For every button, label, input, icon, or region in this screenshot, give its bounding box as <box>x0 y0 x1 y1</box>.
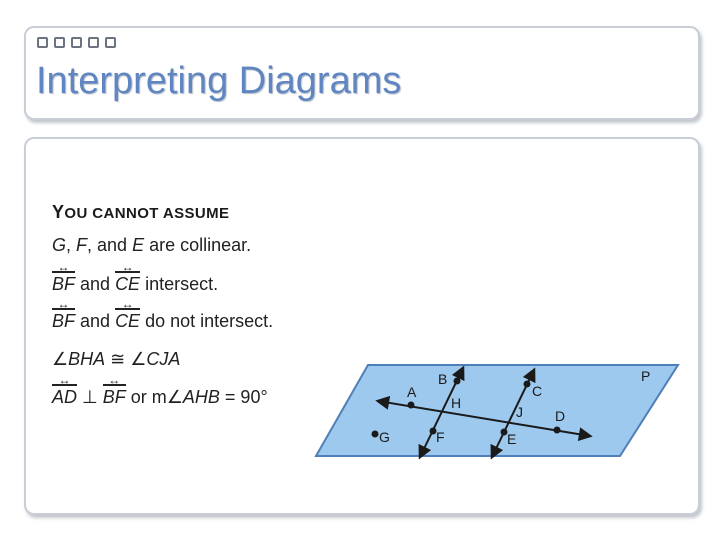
label-a: A <box>407 384 417 400</box>
statement-collinear <box>52 235 251 256</box>
point-g <box>372 431 379 438</box>
angle-bha: BHA <box>68 349 106 369</box>
line-bf: BF ↔ <box>52 274 75 295</box>
square-outline-icon <box>88 37 99 48</box>
angle-cja: CJA <box>146 349 181 369</box>
statement-not-intersect <box>52 311 273 332</box>
statement-perpendicular <box>52 387 268 408</box>
plane-p <box>316 365 678 456</box>
square-outline-icon <box>54 37 65 48</box>
statement-congruent-angles <box>52 349 180 370</box>
heading-initial: Y <box>52 202 65 222</box>
separator-text: , and <box>87 235 133 255</box>
point-f-text: F <box>76 235 88 255</box>
point-c <box>524 381 531 388</box>
slide-title: Interpreting Diagrams <box>36 60 402 102</box>
angle-icon: ∠ <box>166 387 183 407</box>
point-g-text: G <box>52 235 67 255</box>
label-d: D <box>555 408 566 424</box>
line-bf: BF ↔ <box>52 311 75 332</box>
statement-tail: are collinear. <box>144 235 252 255</box>
measure-text: or m <box>125 387 167 407</box>
label-c: C <box>532 383 543 399</box>
label-e: E <box>507 431 517 447</box>
statement-intersect <box>52 274 218 295</box>
statement-tail: intersect. <box>140 274 219 294</box>
decorative-squares <box>37 37 116 48</box>
point-d <box>554 427 561 434</box>
conjunction-text: and <box>75 311 116 331</box>
equation-text: = 90° <box>219 387 268 407</box>
line-ce: CE ↔ <box>115 274 140 295</box>
perpendicular-symbol: ⊥ <box>82 387 98 407</box>
plane-diagram <box>312 360 684 464</box>
point-b <box>454 378 461 385</box>
title-panel <box>24 26 700 120</box>
label-h: H <box>451 395 462 411</box>
section-heading <box>52 202 229 223</box>
conjunction-text: and <box>75 274 116 294</box>
congruent-symbol: ≅ <box>110 349 126 369</box>
square-outline-icon <box>105 37 116 48</box>
statement-tail: do not intersect. <box>140 311 274 331</box>
label-f: F <box>436 429 445 445</box>
label-b: B <box>438 371 448 387</box>
line-ce: CE ↔ <box>115 311 140 332</box>
separator-text: , <box>66 235 77 255</box>
label-g: G <box>379 429 390 445</box>
point-a <box>408 402 415 409</box>
line-bf: BF ↔ <box>103 387 126 408</box>
square-outline-icon <box>37 37 48 48</box>
square-outline-icon <box>71 37 82 48</box>
label-j: J <box>516 404 523 420</box>
heading-rest: OU CANNOT ASSUME <box>64 205 230 222</box>
angle-icon: ∠ <box>52 349 69 369</box>
angle-ahb: AHB <box>182 387 220 407</box>
point-e-text: E <box>132 235 145 255</box>
angle-icon: ∠ <box>130 349 147 369</box>
label-plane-p: P <box>641 368 651 384</box>
line-ad: AD ↔ <box>52 387 77 408</box>
